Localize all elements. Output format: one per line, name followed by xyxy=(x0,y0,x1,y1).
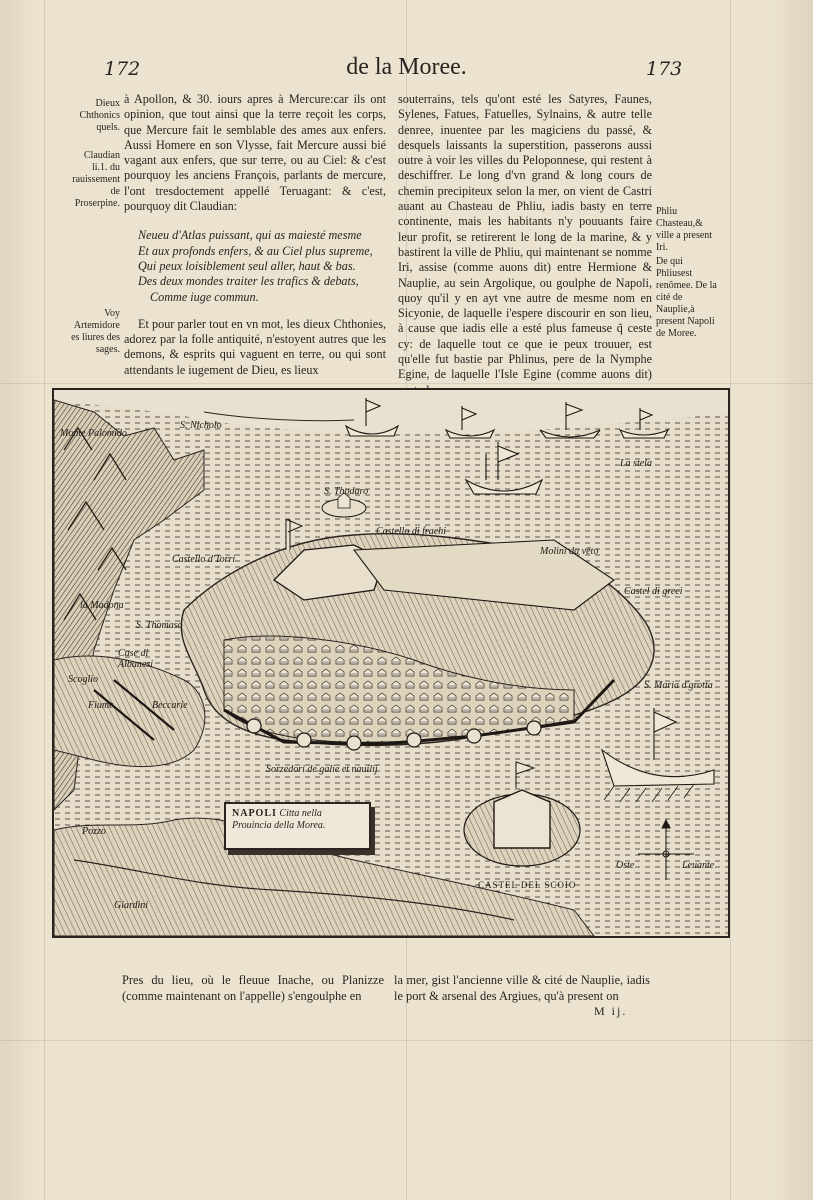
map-label: Castello d'Torri xyxy=(172,554,236,565)
map-label: S. Nicholo xyxy=(180,420,222,431)
map-label: Monte Palomido xyxy=(60,428,127,439)
map-label: La stela xyxy=(620,458,652,469)
bottom-text-right: la mer, gist l'ancienne ville & cité de Nauplie, iadis le port & arsenal des Argiues, qu'à present on xyxy=(394,973,650,1003)
left-column xyxy=(124,92,386,378)
paragraph: Et pour parler tout en vn mot, les dieux Chthonies, adorez par la folle antiquité, n'estoyent autres que les demons, & esprits qui vaguent en terre, ou qui sont attendants le iugement de Dieu, es lieux xyxy=(124,316,386,377)
verse-line: Des deux mondes traiter les trafics & debats, xyxy=(138,274,359,289)
map-label: S. Maria d'grotta xyxy=(644,680,713,691)
paragraph: à Apollon, & 30. iours apres à Mercure:car ils ont opinion, que tout ainsi que la terre reçoit les corps, que Mercure fait le semblable des ames aux enfers. Aussi Homere en son Vlysse, fait Mercure aussi bié vagant aux enfers, que sur terre, ou au Ciel: & c'est pourquoy les anciens François, parlants de mercure, l'ont tresdoctement appellé Teruagant: & c'est, pourquoy dit Claudian: xyxy=(124,92,386,214)
castel-del-scoio-icon xyxy=(494,790,550,848)
margin-note: Dieux Chthonics quels. xyxy=(79,98,120,133)
map-label: Beccarie xyxy=(152,700,188,711)
signature-mark: M ij. xyxy=(594,1004,628,1018)
fold-line xyxy=(730,0,731,1200)
page-number-right: 173 xyxy=(646,58,683,80)
page-title: de la Moree. xyxy=(346,54,467,80)
map-label: Castel di greci xyxy=(624,586,683,597)
margin-note: Phliu Chasteau,& ville a present Iri. xyxy=(656,206,713,253)
map-label: Castello di frachi xyxy=(376,526,446,537)
verse-line: Neueu d'Atlas puissant, qui as maiesté mesme xyxy=(138,228,362,243)
verse-line: Comme iuge commun. xyxy=(150,289,259,304)
map-label: Fiume xyxy=(88,700,114,711)
map-label: CASTEL DEL SCOIO xyxy=(478,880,577,890)
map-label: Pozzo xyxy=(82,826,106,837)
map-label: Molini da vēto xyxy=(540,546,599,557)
fold-line xyxy=(44,0,45,1200)
cartouche-text xyxy=(232,808,362,832)
map-label: Scoglio xyxy=(68,674,98,685)
map-label: S. Thodaro xyxy=(324,486,369,497)
cartouche-caption: Citta nella Prouincia della Morea. xyxy=(232,808,326,831)
map-cartouche xyxy=(224,802,371,850)
map-label: Giardini xyxy=(114,900,149,911)
compass-label: Oste xyxy=(616,860,635,871)
margin-note: Voy Artemidore es liures des sages. xyxy=(71,308,120,355)
margin-note: De qui Phliusest renõmee. De la cité de Nauplie,à present Napoli de Moree. xyxy=(656,256,717,339)
margin-note: Claudian li.1. du rauissement de Proserpine. xyxy=(72,150,120,209)
map-label: la Madona xyxy=(80,600,124,611)
compass-label: Leuante xyxy=(682,860,715,871)
verse-line: Et aux profonds enfers, & au Ciel plus supreme, xyxy=(138,243,373,258)
verse xyxy=(138,228,386,304)
paragraph: souterrains, tels qu'ont esté les Satyres, Faunes, Sylenes, Fatues, Fatuelles, Sylnains, & autre telle denree, inuentee par les magiciens du passé, & desquels laissants la superstition, passerons aussi outre à voir les villes du Peloponnese, qui restent à deschiffrer. Le long d'vn grand & long cours de chemin precipiteux selon la mer, on vient de Castri auant au Chasteau de Phliu, iadis basty en terre continente, mais les habitants n'y pouuants faire leur profit, se retirerent le long de la marine, & y bastirent la ville de Phliu, qui maintenant se nomme Iri, assise (comme auons dit) entre Hermione & Nauplie, au sein Argolique, ou goulphe de Napoli, quoy qu'il y en ayt vne autre de mesme nom en Sicyonie, de laquelle i'espere discourir en son lieu, à cause que iadis elle a esté plus fameuse q̃ ceste cy: de laquelle tout ce que ie peux trouuer, est qu'elle fut bastie par Phlinus, pere de la Nymphe Egine, de laquelle l'Isle Egine (comme auons dit) xyxy=(398,92,652,382)
cartouche-title: NAPOLI xyxy=(232,808,277,819)
verse-line: Qui peux loisiblement seul aller, haut & bas. xyxy=(138,258,356,273)
map-label: Case di Albanesi xyxy=(118,648,153,670)
map-label: S. Thomaso xyxy=(136,620,183,631)
map-engraving xyxy=(52,388,730,938)
fold-line xyxy=(0,1040,813,1041)
bottom-text-left: Pres du lieu, où le fleuue Inache, ou Planizze (comme maintenant on l'appelle) s'engoulphe en xyxy=(122,973,384,1003)
page-number-left: 172 xyxy=(104,58,141,80)
map-label: Sorzedori de galie et nauilij xyxy=(266,764,378,775)
right-column xyxy=(398,92,652,398)
